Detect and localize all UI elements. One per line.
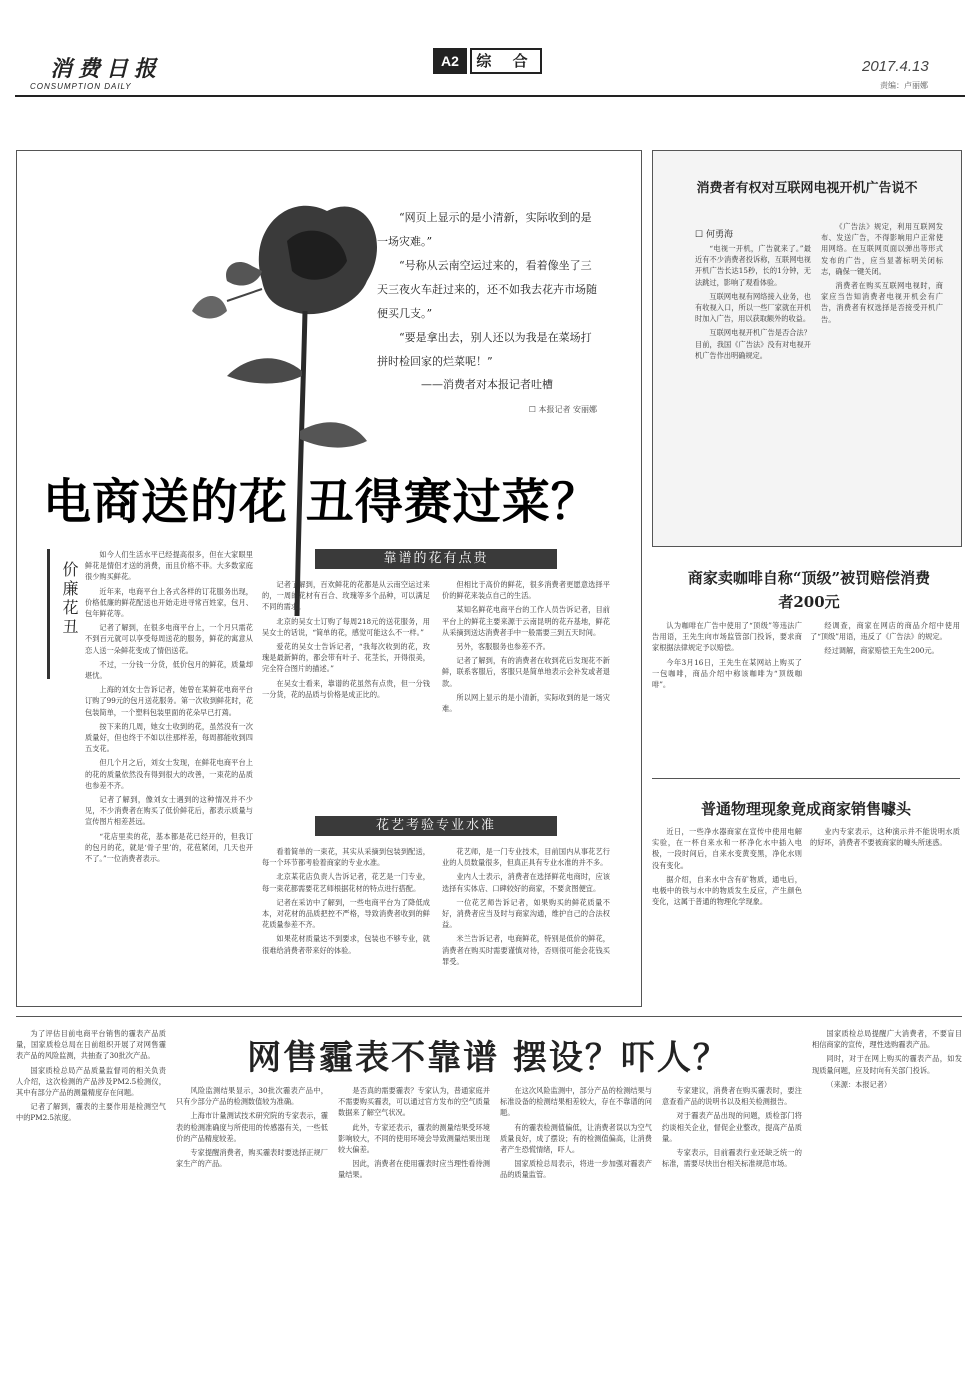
bottom-column-1 [16, 1028, 166, 1383]
quote-line: “网页上显示的是小清新，实际收到的是一场灾难。” [377, 211, 592, 248]
bottom-column-5 [662, 1085, 802, 1383]
quote-line: “号称从云南空运过来的，看着像坐了三天三夜火车赶过来的，还不如我去花卉市场随便买几支。” [377, 259, 597, 320]
paragraph: 一位花艺师告诉记者，如果购买的鲜花质量不好，消费者应当及时与商家沟通，维护自己的合法权益。 [442, 897, 610, 930]
paragraph: 记者了解到，有的消费者在收到花后发现花不新鲜，联系客服后，客服只是简单地表示会补发或者退款。 [442, 656, 610, 688]
bottom-column-6 [812, 1028, 962, 1383]
article-column-4 [262, 846, 430, 996]
paragraph: 风险监测结果显示，30批次霾表产品中，只有少部分产品的检测数值较为准确。 [176, 1086, 328, 1107]
side-label: 价廉花丑 [60, 561, 79, 637]
article-column-5 [442, 846, 610, 996]
square-bullet-icon: ☐ [528, 405, 539, 414]
bottom-column-2 [176, 1085, 328, 1383]
paragraph: 如今人们生活水平已经提高很多，但在大家眼里鲜花是情侣才送的消费，而且价格不菲。大多数家庭很少购买鲜花。 [85, 550, 253, 582]
consumer-quotes [377, 206, 597, 415]
article-column-3 [442, 579, 610, 809]
newspaper-name: 消费日报 [50, 56, 163, 82]
article-body-continued [821, 221, 943, 533]
paragraph: 据介绍，自来水中含有矿物质，通电后，电极中的铁与水中的物质发生反应，产生颜色变化，这属于普通的物理化学现象。 [652, 874, 802, 907]
page-number: A2 [433, 48, 467, 74]
paragraph: 《广告法》规定，利用互联网发布、发送广告，不得影响用户正常使用网络。在互联网页面以弹出等形式发布的广告，应当显著标明关闭标志，确保一键关闭。 [821, 222, 943, 276]
main-headline: 电商送的花 丑得赛过菜？ [43, 474, 600, 530]
paragraph: 如果花材质量达不到要求，包装也不够专业，就很难给消费者带来好的体验。 [262, 934, 430, 955]
paragraph: 米兰告诉记者，电商鲜花，特别是低价的鲜花，消费者在购买时需要谨慎对待，否则很可能会花钱买罪受。 [442, 934, 610, 966]
paragraph: 爱花的吴女士告诉记者，“我每次收到的花，玫瑰是最新鲜的，都会带有叶子、花茎长，开得很美，完全符合图片的描述。” [262, 642, 430, 674]
paragraph: 国家质检总局提醒广大消费者，不要盲目相信商家的宣传，理性选购霾表产品。 [812, 1029, 962, 1050]
right-articles [652, 150, 962, 1005]
paragraph: 北京的吴女士订购了每周218元的送花服务，用吴女士的话说，“简单的花，感觉可能这么不一样。” [262, 616, 430, 637]
newspaper-english-name: CONSUMPTION DAILY [30, 82, 132, 91]
paragraph: 花艺师，是一门专业技术，目前国内从事花艺行业的人员数量很多，但真正具有专业水准的并不多。 [442, 847, 610, 868]
article-title: 消费者有权对互联网电视开机广告说不 [696, 181, 918, 196]
paragraph: “花店里卖的花，基本都是花已经开的，但我订的包月的花，就是‘骨子里’的，花苞紧闭，几天也开不了。”一位消费者表示。 [85, 831, 253, 864]
physics-article-left [652, 826, 802, 1001]
paragraph: 近日，一些净水器商家在宣传中使用电解实验，在一杯自来水和一杯净化水中插入电极，一段时间后，自来水变黄变黑，净化水则没有变化。 [652, 827, 802, 870]
bottom-column-4 [500, 1085, 652, 1383]
paragraph: 记者了解到，百欢鲜花的花都是从云南空运过来的，一周的花材有百合、玫瑰等多个品种，可以满足不同的需求。 [262, 580, 430, 612]
paragraph: 北京某花店负责人告诉记者，花艺是一门专业，每一束花都需要花艺师根据花材的特点进行搭配。 [262, 872, 430, 893]
paragraph: 近年来，电商平台上各式各样的订花服务出现，价格低廉的鲜花配送也开始走进寻常百姓家，包月、包年鲜花等。 [85, 586, 253, 619]
subheading-floral-art: 花艺考验专业水准 [315, 816, 557, 836]
paragraph: 按下来的几周，她女士收到的花，虽然没有一次质量好，但也终于不如以往那样差，每周都能收到四五支花。 [85, 721, 253, 754]
paragraph: 某知名鲜花电商平台的工作人员告诉记者，目前平台上的鲜花主要来源于云南昆明的花卉基地，鲜花从采摘到送达消费者手中一般需要三到五天时间。 [442, 605, 610, 637]
side-label-box [47, 549, 84, 679]
paragraph: 因此，消费者在使用霾表时应当理性看待测量结果。 [338, 1159, 490, 1180]
paragraph: 对于霾表产品出现的问题，质检部门将约谈相关企业，督促企业整改，提高产品质量。 [662, 1111, 802, 1143]
section-divider [652, 778, 960, 779]
paragraph: 认为咖啡在广告中使用了“顶级”等违法广告用语，王先生向市场监管部门投诉，要求商家根据法律规定予以赔偿。 [652, 621, 802, 653]
paragraph: 互联网电视有网络接入业务，也有收视入口，所以一些厂家就在开机时加入广告，用以获取额外的收益。 [695, 291, 811, 324]
bottom-headline: 网售霾表不靠谱 摆设？吓人？ [247, 1038, 729, 1078]
bottom-column-3 [338, 1085, 490, 1383]
paragraph: 记者在采访中了解到，一些电商平台为了降低成本，对花材的品质把控不严格，导致消费者收到的鲜花质量参差不齐。 [262, 897, 430, 930]
paragraph: 经调查，商家在网店的商品介绍中使用了“顶级”用语，违反了《广告法》的规定。 [810, 621, 960, 642]
paragraph: （来源：本报记者） [826, 1079, 892, 1089]
paragraph: 业内人士表示，消费者在选择鲜花电商时，应该选择有实体店、口碑较好的商家，不要贪图便宜。 [442, 872, 610, 893]
paragraph: 消费者在购买互联网电视时，商家应当告知消费者电视开机会有广告，消费者有权选择是否接受开机广告。 [821, 281, 943, 324]
paragraph: 经过调解，商家赔偿王先生200元。 [824, 646, 939, 656]
paragraph: 专家表示，目前霾表行业还缺乏统一的标准，需要尽快出台相关标准规范市场。 [662, 1148, 802, 1169]
square-bullet-icon: ☐ [695, 230, 706, 240]
paragraph: 另外，客服服务也参差不齐。 [456, 642, 550, 652]
editor-credit: 责编：卢丽娜 [880, 81, 928, 90]
paragraph: 不过，一分钱一分货，低价包月的鲜花，质量却堪忧。 [85, 659, 253, 681]
paragraph: 专家建议，消费者在购买霾表时，要注意查看产品的说明书以及相关检测报告。 [662, 1086, 802, 1107]
paragraph: 在这次风险监测中，部分产品的检测结果与标准设备的检测结果相差较大，存在不靠谱的问题。 [500, 1086, 652, 1118]
paragraph: 互联网电视开机广告是否合法？目前，我国《广告法》没有对电视开机广告作出明确规定。 [695, 328, 811, 360]
paragraph: 有的霾表检测值偏低，让消费者误以为空气质量良好，成了摆设；有的检测值偏高，让消费者产生恐慌情绪，吓人。 [500, 1122, 652, 1155]
paragraph: 记者了解到，像刘女士遇到的这种情况并不少见，不少消费者在购买了低价鲜花后，都表示质量与宣传图片相差甚远。 [85, 795, 253, 827]
article-byline: ☐ 何勇海 [695, 230, 733, 240]
masthead [0, 0, 977, 100]
article-body [695, 243, 811, 533]
coffee-article-left [652, 620, 802, 770]
reporter-credit: ☐ 本报记者 安丽娜 [528, 405, 597, 414]
paragraph: 国家质检总局产品质量监督司的相关负责人介绍，这次检测的产品涉及PM2.5检测仪，其中有部分产品的测量精度存在问题。 [16, 1065, 166, 1098]
paragraph: 此外，专家还表示，霾表的测量结果受环境影响较大，不同的使用环境会导致测量结果出现较大偏差。 [338, 1122, 490, 1155]
subheading-reliable-flowers: 靠谱的花有点贵 [315, 549, 557, 569]
article-column-2 [262, 579, 430, 809]
paragraph: 是否真的需要霾表？专家认为，普通家庭并不需要购买霾表，可以通过官方发布的空气质量数据来了解空气状况。 [338, 1086, 490, 1118]
paragraph: 专家提醒消费者，购买霾表时要选择正规厂家生产的产品。 [176, 1148, 328, 1169]
masthead-rule [15, 95, 965, 97]
paragraph: 在吴女士看来，靠谱的花虽然有点贵，但一分钱一分货，花的品质与价格是成正比的。 [262, 678, 430, 699]
paragraph: 同时，对于在网上购买的霾表产品，如发现质量问题，应及时向有关部门投诉。 [812, 1054, 962, 1075]
bottom-divider [16, 1016, 962, 1017]
physics-article-title: 普通物理现象竟成商家销售噱头 [700, 800, 911, 818]
paragraph: 所以网上显示的是小清新，实际收到的是一场灾难。 [442, 692, 610, 714]
issue-date: 2017.4.13 [862, 58, 929, 75]
paragraph: 记者了解到，在很多电商平台上，一个月只需花不到百元就可以享受每周送花的服务，鲜花的寓意从恋人送一朵鲜花变成了情侣送花。 [85, 623, 253, 655]
paragraph: 上海的刘女士告诉记者，她曾在某鲜花电商平台订购了99元的包月送花服务。第一次收到鲜花时，花包装简单，一个塑料包装里面的花朵早已打蔫。 [85, 685, 253, 717]
paragraph: 但相比于高价的鲜花，很多消费者更愿意选择平价的鲜花来装点自己的生活。 [442, 580, 610, 601]
coffee-article-title: 商家卖咖啡自称“顶级”被罚赔偿消费者200元 [687, 569, 931, 611]
coffee-article-right [810, 620, 960, 770]
section-name: 综 合 [470, 48, 542, 74]
paragraph: 但几个月之后，刘女士发现，在鲜花电商平台上的花的质量依然没有得到很大的改善，一束花的品质也参差不齐。 [85, 758, 253, 790]
paragraph: 今年3月16日，王先生在某网站上购买了一包咖啡，商品介绍中称该咖啡为“顶级咖啡”。 [652, 657, 802, 690]
paragraph: 为了评估目前电商平台销售的霾表产品质量，国家质检总局在日前组织开展了对网售霾表产品的风险监测，共抽查了30批次产品。 [16, 1029, 166, 1061]
paragraph: 业内专家表示，这种演示并不能说明水质的好坏，消费者不要被商家的噱头所迷惑。 [810, 827, 960, 848]
physics-article-right [810, 826, 960, 1001]
paragraph: 记者了解到，霾表的主要作用是检测空气中的PM2.5浓度。 [16, 1102, 166, 1123]
paragraph: 看着简单的一束花，其实从采摘到包装到配送，每一个环节都考验着商家的专业水准。 [262, 847, 430, 868]
quote-line: “要是拿出去，别人还以为我是在菜场打拼时检回家的烂菜呢！” [377, 331, 592, 368]
tv-ad-article-box [652, 150, 962, 547]
quote-attribution: ——消费者对本报记者吐槽 [421, 378, 553, 391]
paragraph: “电视一开机，广告就来了。”最近有不少消费者投诉称，互联网电视开机广告长达15秒，长的1分钟，无法跳过，影响了观看体验。 [695, 244, 811, 287]
paragraph: 国家质检总局表示，将进一步加强对霾表产品的质量监管。 [500, 1159, 652, 1180]
feature-box [16, 150, 642, 1007]
paragraph: 上海市计量测试技术研究院的专家表示，霾表的检测准确度与所使用的传感器有关，一些低价的产品精度较差。 [176, 1111, 328, 1143]
article-column-1 [85, 549, 253, 999]
